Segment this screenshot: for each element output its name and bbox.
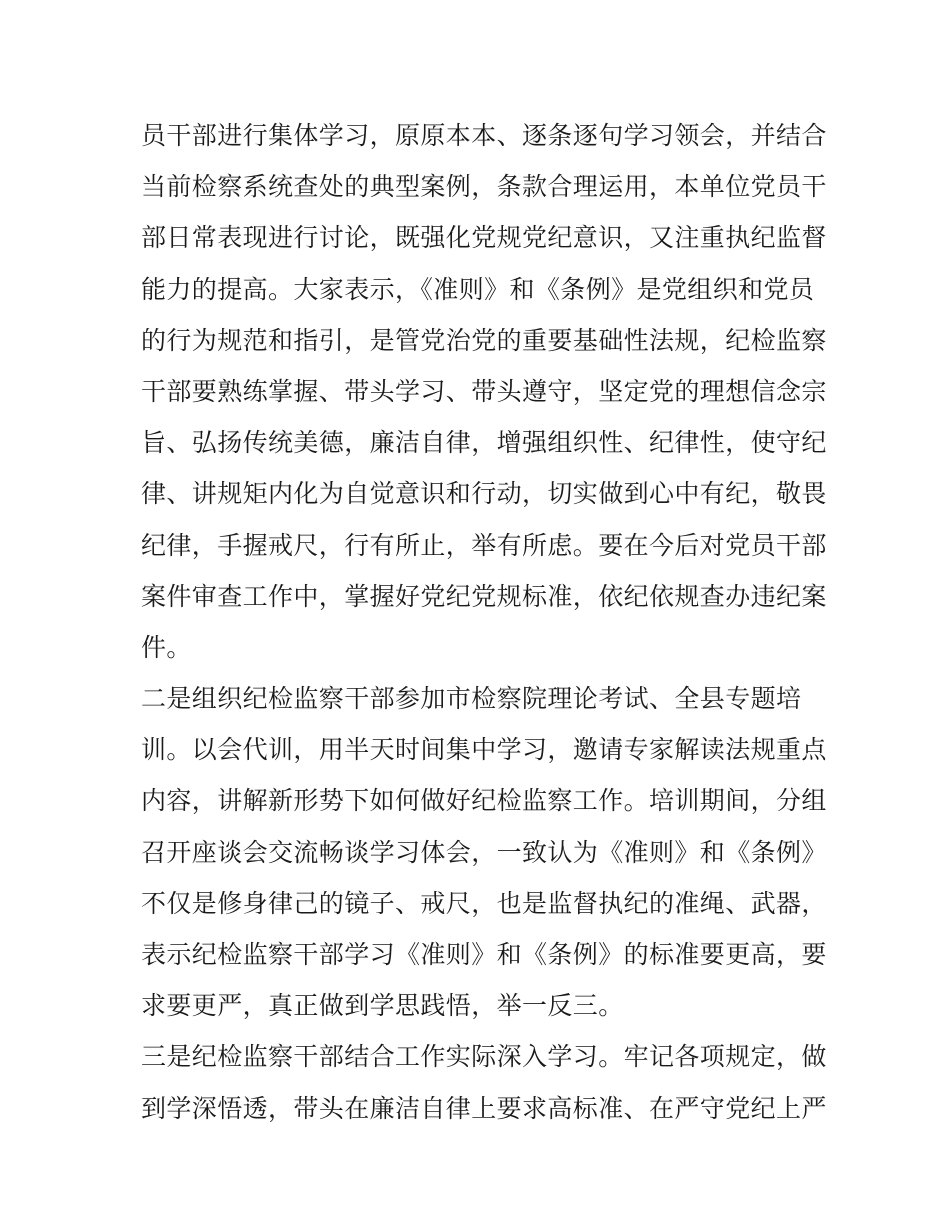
text-line: 求要更严，真正做到学思践悟，举一反三。 bbox=[141, 991, 624, 1021]
text-line: 员干部进行集体学习，原原本本、逐条逐句学习领会，并结合 bbox=[141, 121, 827, 150]
text-line: 部日常表现进行讨论，既强化党规党纪意识，又注重执纪监督 bbox=[141, 223, 827, 253]
text-line: 的行为规范和指引，是管党治党的重要基础性法规，纪检监察 bbox=[141, 325, 827, 355]
text-line: 案件审查工作中，掌握好党纪党规标准，依纪依规查办违纪案 bbox=[141, 581, 827, 611]
body-text bbox=[141, 110, 827, 1134]
text-line: 召开座谈会交流畅谈学习体会，一致认为《准则》和《条例》 bbox=[141, 837, 827, 867]
text-line: 到学深悟透，带头在廉洁自律上要求高标准、在严守党纪上严 bbox=[141, 1093, 827, 1123]
text-line: 不仅是修身律己的镜子、戒尺，也是监督执纪的准绳、武器， bbox=[141, 888, 827, 918]
text-line: 能力的提高。大家表示，《准则》和《条例》是党组织和党员 bbox=[141, 274, 815, 304]
text-line: 训。以会代训，用半天时间集中学习，邀请专家解读法规重点 bbox=[141, 735, 827, 765]
text-line: 内容，讲解新形势下如何做好纪检监察工作。培训期间，分组 bbox=[141, 786, 827, 816]
text-line: 干部要熟练掌握、带头学习、带头遵守，坚定党的理想信念宗 bbox=[141, 376, 827, 406]
text-line: 件。 bbox=[141, 632, 192, 662]
text-line: 律、讲规矩内化为自觉意识和行动，切实做到心中有纪，敬畏 bbox=[141, 479, 827, 509]
text-line: 表示纪检监察干部学习《准则》和《条例》的标准要更高，要 bbox=[141, 940, 827, 969]
text-line: 当前检察系统查处的典型案例，条款合理运用，本单位党员干 bbox=[141, 172, 827, 202]
paragraph-start-line: 二是组织纪检监察干部参加市检察院理论考试、全县专题培 bbox=[141, 684, 802, 714]
text-line: 旨、弘扬传统美德，廉洁自律，增强组织性、纪律性，使守纪 bbox=[141, 428, 827, 458]
paragraph-start-line: 三是纪检监察干部结合工作实际深入学习。牢记各项规定，做 bbox=[141, 1042, 827, 1072]
text-line: 纪律，手握戒尺，行有所止，举有所虑。要在今后对党员干部 bbox=[141, 530, 827, 560]
